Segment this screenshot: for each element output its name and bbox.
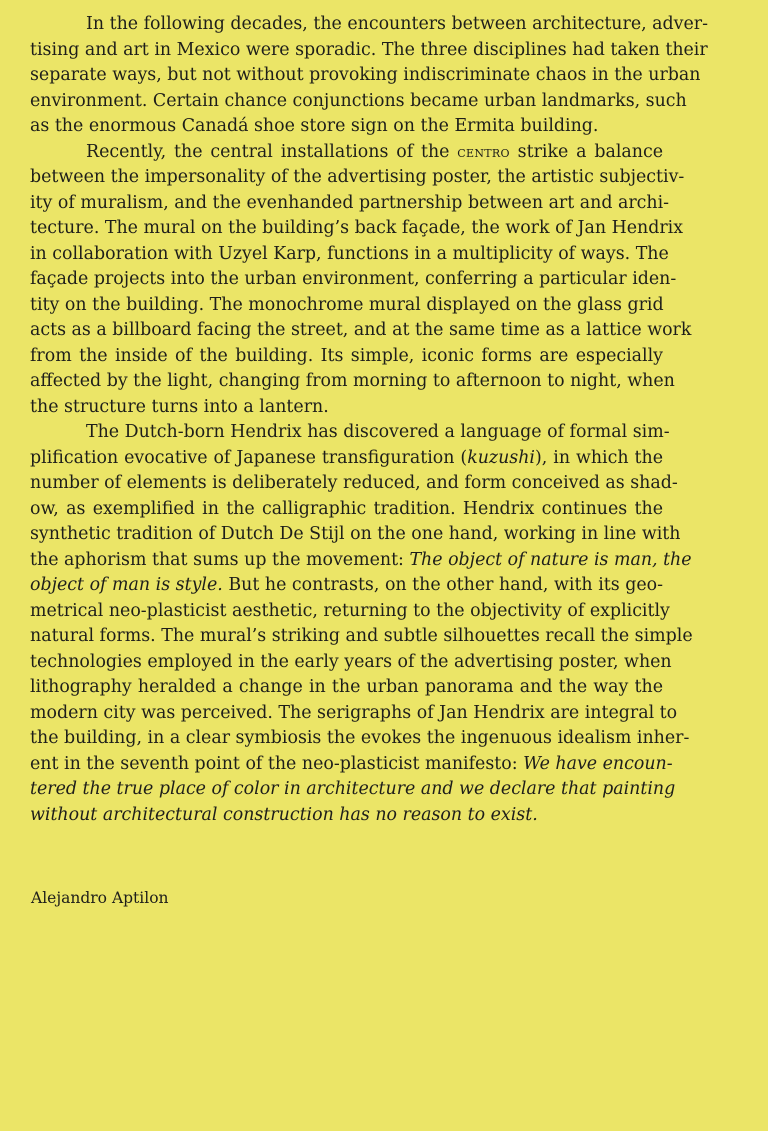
- text-line: from the inside of the building. Its simple, iconic forms are especially: [30, 345, 663, 366]
- text-line: [30, 803, 663, 829]
- text-line: façade projects into the urban environment, conferring a particular iden-: [30, 269, 677, 289]
- text-line: the structure turns into a lantern.: [30, 396, 329, 417]
- text-line: affected by the light, changing from morning to afternoon to night, when: [30, 371, 675, 391]
- text-line: between the impersonality of the advertising poster, the artistic subjectiv-: [30, 167, 685, 187]
- text-line: modern city was perceived. The serigraphs of Jan Hendrix are integral to: [30, 702, 678, 723]
- essay-body: [30, 12, 708, 828]
- text-line: ity of muralism, and the evenhanded partnership between art and archi-: [30, 192, 670, 213]
- manifesto-italic: without architectural construction has no reason to exist.: [30, 804, 538, 825]
- text-line: lithography heralded a change in the urban panorama and the way the: [30, 677, 663, 697]
- author-signature: Alejandro Aptilon: [31, 889, 169, 907]
- text-line: plification evocative of Japanese transfiguration (kuzushi), in which the: [30, 447, 663, 468]
- text-line: tising and art in Mexico were sporadic. The three disciplines had taken their: [30, 39, 708, 60]
- text-line: [30, 777, 676, 803]
- text-line: tecture. The mural on the building’s back façade, the work of Jan Hendrix: [30, 218, 684, 238]
- text-line: environment. Certain chance conjunctions became urban landmarks, such: [30, 90, 687, 111]
- text-line: synthetic tradition of Dutch De Stijl on the one hand, working in line with: [30, 524, 681, 544]
- manifesto-italic: tered the true place of color in architecture and we declare that painting: [30, 779, 676, 799]
- manifesto-italic: We have encoun-: [523, 753, 673, 774]
- text-line: In the following decades, the encounters between architecture, adver-: [86, 14, 708, 34]
- text-line: separate ways, but not without provoking indiscriminate chaos in the urban: [30, 65, 701, 85]
- text-line: object of man is style. But he contrasts, on the other hand, with its geo-: [30, 575, 663, 595]
- text-line: Recently, the central installations of the centro strike a balance: [86, 141, 663, 162]
- text-line: tity on the building. The monochrome mural displayed on the glass grid: [30, 294, 664, 315]
- text-line: metrical neo-plasticist aesthetic, returning to the objectivity of explicitly: [30, 600, 670, 621]
- aphorism-italic: The object of nature is man, the: [409, 549, 692, 570]
- text-line: acts as a billboard facing the street, and at the same time as a lattice work: [30, 320, 692, 340]
- text-line: ent in the seventh point of the neo-plasticist manifesto: We have encoun-: [30, 753, 673, 774]
- text-line: natural forms. The mural’s striking and subtle silhouettes recall the simple: [30, 626, 693, 646]
- aphorism-italic: object of man is style.: [30, 575, 223, 595]
- text-line: The Dutch-born Hendrix has discovered a language of formal sim-: [86, 422, 670, 442]
- text-line: ow, as exemplified in the calligraphic tradition. Hendrix continues the: [30, 498, 663, 519]
- text-line: the aphorism that sums up the movement: The object of nature is man, the: [30, 549, 692, 570]
- kuzushi-italic: kuzushi: [467, 447, 535, 468]
- centro-small-caps: centro: [457, 142, 510, 161]
- text-line: the building, in a clear symbiosis the evokes the ingenuous idealism inher-: [30, 728, 690, 748]
- text-line: number of elements is deliberately reduced, and form conceived as shad-: [30, 473, 678, 493]
- text-line: as the enormous Canadá shoe store sign on the Ermita building.: [30, 116, 599, 136]
- text-line: technologies employed in the early years of the advertising poster, when: [30, 651, 672, 672]
- text-line: in collaboration with Uzyel Karp, functions in a multiplicity of ways. The: [30, 243, 669, 264]
